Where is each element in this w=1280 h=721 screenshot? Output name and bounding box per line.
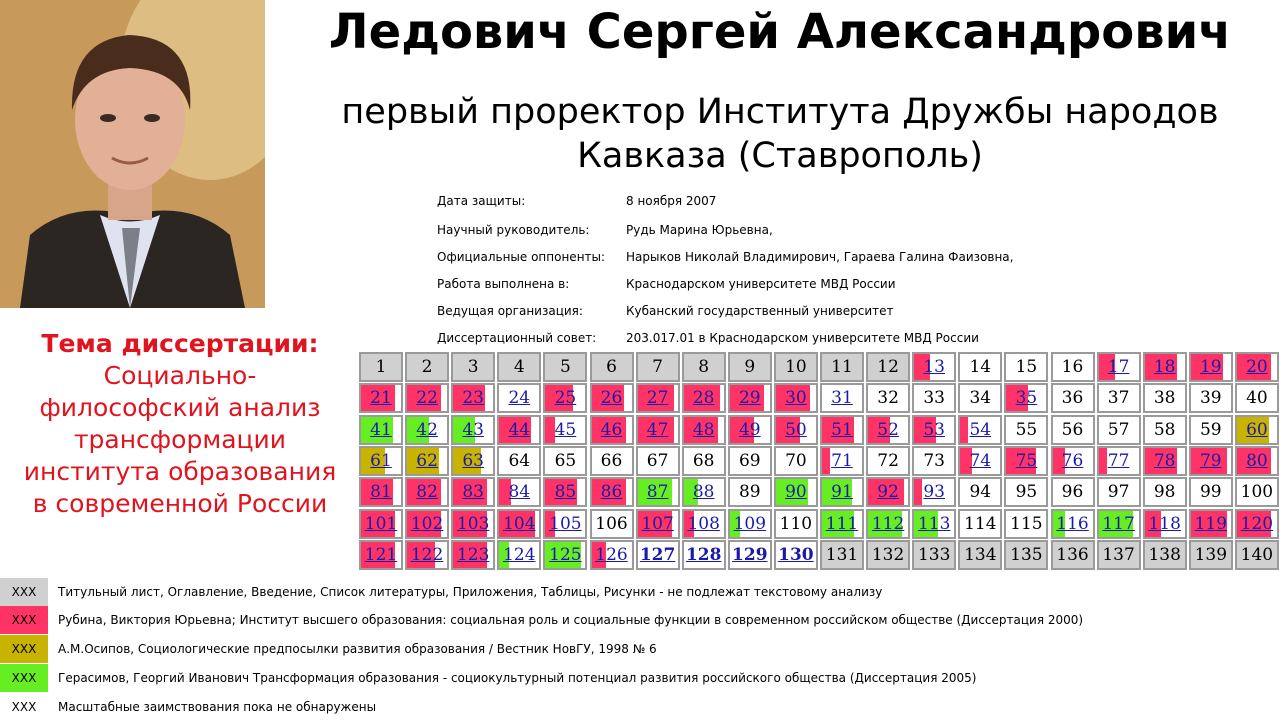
page-cell: 11 <box>820 352 864 382</box>
legend-text: Титульный лист, Оглавление, Введение, Список литературы, Приложения, Таблицы, Рисунки - не подлежат текстовому анализу <box>58 585 883 599</box>
info-label: Научный руководитель: <box>437 223 590 237</box>
page-cell: 95 <box>1004 477 1048 507</box>
page-cell[interactable] <box>590 415 634 445</box>
page-link[interactable]: 111 <box>825 513 859 534</box>
page-link[interactable]: 47 <box>646 419 669 440</box>
page-link[interactable]: 27 <box>646 388 669 409</box>
page-cell[interactable] <box>636 540 680 570</box>
page-grid <box>359 352 1277 572</box>
position-title <box>280 90 1280 178</box>
page-cell[interactable] <box>1097 509 1141 539</box>
position-line-1: первый проректор Института Дружбы народов <box>341 92 1219 132</box>
page-cell[interactable] <box>543 415 587 445</box>
page-link[interactable]: 128 <box>685 544 722 565</box>
legend-text: Рубина, Виктория Юрьевна; Институт высшего образования: социальная роль и социальные функции в современном российском обществе (Диссертация 2000) <box>58 613 1084 627</box>
page-link[interactable]: 78 <box>1153 450 1176 471</box>
page-cell: 138 <box>1143 540 1187 570</box>
page-cell: 59 <box>1189 415 1233 445</box>
page-link[interactable]: 51 <box>831 419 853 440</box>
page-cell[interactable] <box>1235 509 1279 539</box>
info-row <box>437 331 1197 351</box>
legend-text: Герасимов, Георгий Иванович Трансформация образования - социокультурный потенциал развития российского общества (Диссертация 2005) <box>58 671 977 685</box>
page-link[interactable]: 121 <box>364 544 398 565</box>
page-cell: 37 <box>1097 383 1141 413</box>
page-link[interactable]: 105 <box>549 513 582 534</box>
page-cell[interactable] <box>636 415 680 445</box>
page-link[interactable]: 46 <box>600 419 623 440</box>
page-cell: 36 <box>1051 383 1095 413</box>
page-cell: 94 <box>958 477 1002 507</box>
page-link[interactable]: 75 <box>1015 450 1038 471</box>
info-label: Ведущая организация: <box>437 304 583 318</box>
topic-line: трансформации <box>73 425 287 454</box>
page-cell[interactable] <box>405 477 449 507</box>
page-cell: 67 <box>636 446 680 476</box>
page-link[interactable]: 35 <box>1015 388 1038 409</box>
page-cell: 12 <box>866 352 910 382</box>
page-cell[interactable] <box>1004 446 1048 476</box>
page-cell[interactable] <box>405 540 449 570</box>
page-link[interactable]: 84 <box>508 482 531 503</box>
page-link[interactable]: 90 <box>785 482 807 503</box>
topic-line: философский анализ <box>39 393 321 422</box>
page-cell: 10 <box>774 352 818 382</box>
page-cell[interactable] <box>405 446 449 476</box>
page-link[interactable]: 88 <box>692 482 715 503</box>
page-cell[interactable] <box>1051 509 1095 539</box>
page-cell[interactable] <box>543 383 587 413</box>
page-cell[interactable] <box>774 383 818 413</box>
page-cell[interactable] <box>1143 509 1187 539</box>
page-cell[interactable] <box>866 509 910 539</box>
info-value: Кубанский государственный университет <box>626 304 894 318</box>
page-cell: 9 <box>728 352 772 382</box>
page-cell[interactable] <box>958 446 1002 476</box>
portrait-illustration <box>0 0 265 308</box>
page-cell[interactable] <box>405 383 449 413</box>
page-cell[interactable] <box>497 415 541 445</box>
page-cell[interactable] <box>1004 383 1048 413</box>
dissertation-topic <box>10 328 350 520</box>
page-link[interactable]: 102 <box>410 513 444 534</box>
page-link[interactable]: 53 <box>923 419 945 440</box>
page-cell: 40 <box>1235 383 1279 413</box>
page-cell: 7 <box>636 352 680 382</box>
page-cell[interactable] <box>359 540 403 570</box>
page-cell: 55 <box>1004 415 1048 445</box>
page-cell[interactable] <box>359 415 403 445</box>
page-link[interactable]: 25 <box>554 388 577 409</box>
page-cell: 6 <box>590 352 634 382</box>
page-cell: 64 <box>497 446 541 476</box>
page-cell[interactable] <box>543 509 587 539</box>
page-cell[interactable] <box>820 477 864 507</box>
page-link[interactable]: 13 <box>923 357 945 377</box>
page-cell[interactable] <box>682 540 726 570</box>
page-link[interactable]: 91 <box>831 482 853 503</box>
page-cell[interactable] <box>774 415 818 445</box>
page-link[interactable]: 41 <box>370 419 392 440</box>
page-link[interactable]: 112 <box>871 513 905 534</box>
page-cell[interactable] <box>1143 446 1187 476</box>
page-cell: 132 <box>866 540 910 570</box>
page-link[interactable]: 77 <box>1107 450 1130 471</box>
page-cell[interactable] <box>451 477 495 507</box>
page-link[interactable]: 49 <box>738 419 761 440</box>
page-cell: 38 <box>1143 383 1187 413</box>
info-value: Рудь Марина Юрьевна, <box>626 223 773 237</box>
info-label: Дата защиты: <box>437 194 526 208</box>
page-cell: 39 <box>1189 383 1233 413</box>
page-link[interactable]: 21 <box>370 388 392 409</box>
page-cell: 115 <box>1004 509 1048 539</box>
legend-text: А.М.Осипов, Социологические предпосылки развития образования / Вестник НовГУ, 1998 № 6 <box>58 642 657 656</box>
page-link[interactable]: 28 <box>692 388 715 409</box>
page-cell: 136 <box>1051 540 1095 570</box>
page-cell[interactable] <box>359 477 403 507</box>
page-cell[interactable] <box>359 383 403 413</box>
info-value: 8 ноября 2007 <box>626 194 717 208</box>
page-link[interactable]: 117 <box>1102 513 1135 534</box>
page-link[interactable]: 113 <box>917 513 951 534</box>
info-value: 203.017.01 в Краснодарском университете МВД России <box>626 331 979 345</box>
page-cell[interactable] <box>682 415 726 445</box>
page-link[interactable]: 79 <box>1199 450 1222 471</box>
page-cell[interactable] <box>912 352 956 382</box>
page-cell[interactable] <box>774 477 818 507</box>
page-cell: 98 <box>1143 477 1187 507</box>
page-cell[interactable] <box>1097 352 1141 382</box>
topic-line: в современной России <box>32 489 328 518</box>
page-link[interactable]: 104 <box>503 513 536 534</box>
page-link[interactable]: 119 <box>1194 513 1228 534</box>
page-cell: 97 <box>1097 477 1141 507</box>
page-link[interactable]: 71 <box>831 450 853 471</box>
legend-swatch: XXX <box>0 664 48 692</box>
page-link[interactable]: 87 <box>646 482 669 503</box>
page-link[interactable]: 120 <box>1240 513 1274 534</box>
page-link[interactable]: 54 <box>969 419 992 440</box>
page-cell[interactable] <box>728 540 772 570</box>
page-link[interactable]: 123 <box>456 544 490 565</box>
page-cell: 99 <box>1189 477 1233 507</box>
page-link[interactable]: 30 <box>785 388 807 409</box>
page-link[interactable]: 23 <box>462 388 484 409</box>
page-cell[interactable] <box>1097 446 1141 476</box>
page-cell[interactable] <box>820 383 864 413</box>
position-line-2: Кавказа (Ставрополь) <box>577 136 983 176</box>
topic-title: Тема диссертации: <box>41 329 319 358</box>
page-link[interactable]: 109 <box>733 513 767 534</box>
page-cell[interactable] <box>1189 509 1233 539</box>
page-cell[interactable] <box>728 383 772 413</box>
page-link[interactable]: 50 <box>785 419 807 440</box>
page-link[interactable]: 92 <box>877 482 899 503</box>
page-cell[interactable] <box>1051 446 1095 476</box>
legend-row <box>0 693 1280 721</box>
topic-line: Социально- <box>103 361 257 390</box>
page-cell[interactable] <box>497 477 541 507</box>
info-label: Работа выполнена в: <box>437 277 570 291</box>
page-link[interactable]: 62 <box>416 450 438 471</box>
page-cell[interactable] <box>866 415 910 445</box>
page-cell: 135 <box>1004 540 1048 570</box>
page-cell[interactable] <box>820 446 864 476</box>
legend-swatch: XXX <box>0 606 48 634</box>
page-link[interactable]: 61 <box>370 450 392 471</box>
page-cell: 100 <box>1235 477 1279 507</box>
page-cell[interactable] <box>820 415 864 445</box>
page-cell[interactable] <box>1189 446 1233 476</box>
page-cell: 139 <box>1189 540 1233 570</box>
page-link[interactable]: 103 <box>456 513 490 534</box>
legend-text: Масштабные заимствования пока не обнаружены <box>58 700 377 714</box>
page-link[interactable]: 18 <box>1153 357 1176 377</box>
page-cell[interactable] <box>497 509 541 539</box>
page-link[interactable]: 107 <box>641 513 674 534</box>
page-cell: 56 <box>1051 415 1095 445</box>
legend-row <box>0 664 1280 692</box>
page-cell: 15 <box>1004 352 1048 382</box>
topic-line: института образования <box>23 457 337 486</box>
page-link[interactable]: 42 <box>416 419 438 440</box>
page-link[interactable]: 82 <box>416 482 438 503</box>
page-link[interactable]: 44 <box>508 419 531 440</box>
page-link[interactable]: 108 <box>687 513 720 534</box>
page-cell: 65 <box>543 446 587 476</box>
page-cell[interactable] <box>820 509 864 539</box>
page-link[interactable]: 20 <box>1246 357 1268 377</box>
page-cell[interactable] <box>636 383 680 413</box>
page-cell: 69 <box>728 446 772 476</box>
page-cell[interactable] <box>728 509 772 539</box>
page-cell[interactable] <box>497 383 541 413</box>
page-link[interactable]: 22 <box>416 388 438 409</box>
page-link[interactable]: 125 <box>549 544 582 565</box>
page-cell[interactable] <box>682 509 726 539</box>
page-cell[interactable] <box>451 383 495 413</box>
page-cell: 96 <box>1051 477 1095 507</box>
page-link[interactable]: 122 <box>410 544 444 565</box>
page-cell: 33 <box>912 383 956 413</box>
legend-row <box>0 578 1280 606</box>
page-link[interactable]: 127 <box>639 544 676 565</box>
page-cell[interactable] <box>912 509 956 539</box>
page-link[interactable]: 43 <box>462 419 484 440</box>
page-link[interactable]: 130 <box>778 544 814 565</box>
page-cell[interactable] <box>451 509 495 539</box>
page-cell: 110 <box>774 509 818 539</box>
page-link[interactable]: 17 <box>1107 357 1130 377</box>
page-cell: 3 <box>451 352 495 382</box>
page-cell[interactable] <box>636 509 680 539</box>
page-link[interactable]: 129 <box>732 544 768 565</box>
page-cell[interactable] <box>1143 352 1187 382</box>
info-row <box>437 194 1197 214</box>
page-link[interactable]: 126 <box>595 544 628 565</box>
page-cell[interactable] <box>590 540 634 570</box>
page-cell: 34 <box>958 383 1002 413</box>
portrait-photo <box>0 0 265 308</box>
page-cell[interactable] <box>1235 415 1279 445</box>
page-cell[interactable] <box>497 540 541 570</box>
page-link[interactable]: 63 <box>462 450 484 471</box>
page-link[interactable]: 116 <box>1056 513 1089 534</box>
page-link[interactable]: 60 <box>1246 419 1268 440</box>
page-cell: 106 <box>590 509 634 539</box>
page-link[interactable]: 118 <box>1148 513 1181 534</box>
page-link[interactable]: 85 <box>554 482 577 503</box>
page-cell: 32 <box>866 383 910 413</box>
page-link[interactable]: 86 <box>600 482 623 503</box>
page-cell: 14 <box>958 352 1002 382</box>
legend-row <box>0 635 1280 663</box>
info-label: Официальные оппоненты: <box>437 250 606 264</box>
page-link[interactable]: 74 <box>969 450 992 471</box>
page-link[interactable]: 19 <box>1199 357 1222 377</box>
page-cell[interactable] <box>590 477 634 507</box>
page-link[interactable]: 76 <box>1061 450 1084 471</box>
page-cell: 89 <box>728 477 772 507</box>
info-row <box>437 250 1197 270</box>
page-link[interactable]: 80 <box>1246 450 1268 471</box>
page-cell: 140 <box>1235 540 1279 570</box>
page-cell: 4 <box>497 352 541 382</box>
page-cell: 68 <box>682 446 726 476</box>
page-link[interactable]: 81 <box>370 482 392 503</box>
page-cell[interactable] <box>590 383 634 413</box>
info-row <box>437 277 1197 297</box>
info-row <box>437 304 1197 324</box>
page-cell[interactable] <box>912 415 956 445</box>
page-cell[interactable] <box>543 477 587 507</box>
page-cell: 16 <box>1051 352 1095 382</box>
page-cell[interactable] <box>636 477 680 507</box>
page-cell[interactable] <box>451 446 495 476</box>
page-cell: 137 <box>1097 540 1141 570</box>
legend-row <box>0 606 1280 634</box>
page-link[interactable]: 101 <box>364 513 398 534</box>
info-value: Нарыков Николай Владимирович, Гараева Галина Фаизовна, <box>626 250 1014 264</box>
page-link[interactable]: 45 <box>554 419 577 440</box>
legend-swatch: XXX <box>0 578 48 606</box>
page-cell: 73 <box>912 446 956 476</box>
page-cell[interactable] <box>1235 352 1279 382</box>
person-name: Ледович Сергей Александрович <box>328 4 1232 60</box>
page-link[interactable]: 52 <box>877 419 899 440</box>
info-row <box>437 223 1197 243</box>
page-cell[interactable] <box>451 540 495 570</box>
page-cell[interactable] <box>958 415 1002 445</box>
page-link[interactable]: 29 <box>738 388 761 409</box>
page-cell[interactable] <box>682 477 726 507</box>
page-cell: 5 <box>543 352 587 382</box>
page-cell: 131 <box>820 540 864 570</box>
legend-swatch: XXX <box>0 693 48 721</box>
page-link[interactable]: 93 <box>923 482 945 503</box>
info-value: Краснодарском университете МВД России <box>626 277 896 291</box>
page-cell[interactable] <box>682 383 726 413</box>
page-cell: 1 <box>359 352 403 382</box>
page-link[interactable]: 124 <box>503 544 536 565</box>
page-cell: 58 <box>1143 415 1187 445</box>
info-label: Диссертационный совет: <box>437 331 597 345</box>
page-cell[interactable] <box>405 509 449 539</box>
page-cell[interactable] <box>359 446 403 476</box>
page-cell: 2 <box>405 352 449 382</box>
page-cell[interactable] <box>543 540 587 570</box>
page-cell: 134 <box>958 540 1002 570</box>
page-cell: 57 <box>1097 415 1141 445</box>
page-cell: 72 <box>866 446 910 476</box>
legend-swatch: XXX <box>0 635 48 663</box>
page-link[interactable]: 24 <box>508 388 531 409</box>
page-cell[interactable] <box>912 477 956 507</box>
page-link[interactable]: 31 <box>831 388 853 409</box>
page-cell[interactable] <box>1189 352 1233 382</box>
page-cell[interactable] <box>359 509 403 539</box>
page-cell: 133 <box>912 540 956 570</box>
page-cell[interactable] <box>774 540 818 570</box>
page-cell: 70 <box>774 446 818 476</box>
page-link[interactable]: 26 <box>600 388 623 409</box>
page-cell[interactable] <box>728 415 772 445</box>
page-cell[interactable] <box>866 477 910 507</box>
page-link[interactable]: 48 <box>692 419 715 440</box>
page-cell: 8 <box>682 352 726 382</box>
page-cell[interactable] <box>451 415 495 445</box>
page-cell: 114 <box>958 509 1002 539</box>
page-link[interactable]: 83 <box>462 482 484 503</box>
page-cell[interactable] <box>1235 446 1279 476</box>
page-cell[interactable] <box>405 415 449 445</box>
page-cell: 66 <box>590 446 634 476</box>
